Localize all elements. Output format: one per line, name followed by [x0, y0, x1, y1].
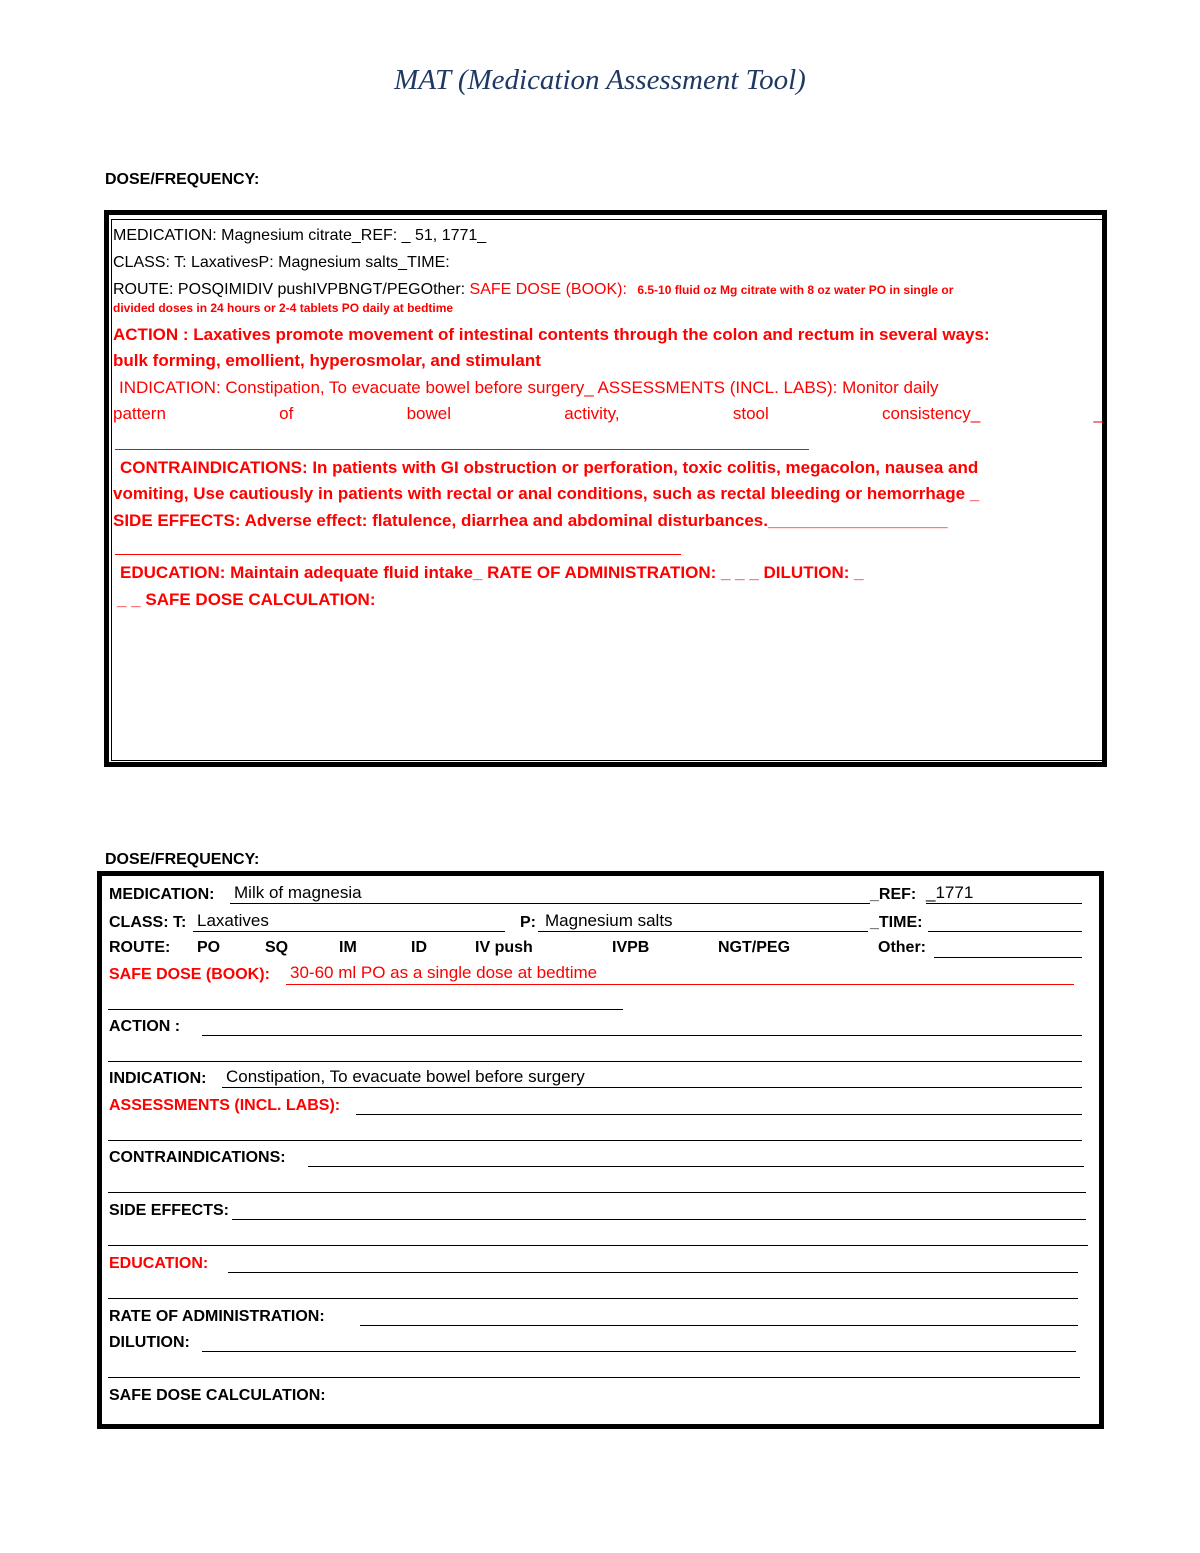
route-ivpb[interactable]: IVPB: [612, 939, 650, 956]
safe-dose-blank: [286, 984, 1074, 985]
side-effects-label-2: SIDE EFFECTS:: [109, 1202, 230, 1219]
ref-label: _REF:: [870, 886, 917, 903]
medication-line: MEDICATION: Magnesium citrate_REF: _ 51, 1771_: [113, 227, 487, 244]
side-effects-blank-2[interactable]: [108, 1245, 1088, 1246]
time-blank[interactable]: [928, 931, 1082, 932]
word: _: [1093, 404, 1103, 423]
word: activity,: [564, 404, 620, 423]
dilution-label: DILUTION:: [109, 1334, 190, 1351]
action-line-1: ACTION : Laxatives promote movement of intestinal contents through the colon and rectum in several ways:: [113, 325, 990, 344]
indication-blank: [222, 1087, 1082, 1088]
contraindications-blank-2[interactable]: [108, 1192, 1086, 1193]
contraindications-line-2: vomiting, Use cautiously in patients with rectal or anal conditions, such as rectal bleeding or hemorrhage _: [113, 484, 980, 503]
safe-dose-value: 6.5-10 fluid oz Mg citrate with 8 oz water PO in single or: [637, 283, 954, 297]
safe-dose-calc-label-2: SAFE DOSE CALCULATION:: [109, 1387, 326, 1404]
blank-rule: [115, 449, 809, 450]
contraindications-blank[interactable]: [308, 1166, 1084, 1167]
ref-blank: [926, 903, 1082, 904]
assessments-label-2: ASSESSMENTS (INCL. LABS):: [109, 1097, 341, 1114]
other-blank[interactable]: [934, 957, 1082, 958]
action-blank[interactable]: [202, 1035, 1082, 1036]
assessments-blank-2[interactable]: [108, 1140, 1082, 1141]
dilution-blank-2[interactable]: [108, 1377, 1080, 1378]
action-label-2: ACTION :: [109, 1018, 181, 1035]
medication-value[interactable]: Milk of magnesia: [234, 883, 362, 902]
ref-value[interactable]: _1771: [926, 883, 974, 902]
medication-blank: [230, 903, 870, 904]
safe-dose-value-2[interactable]: 30-60 ml PO as a single dose at bedtime: [290, 963, 598, 982]
class-value[interactable]: Laxatives: [197, 911, 269, 930]
side-effects-blank[interactable]: [232, 1219, 1086, 1220]
route-id[interactable]: ID: [411, 939, 427, 956]
class-blank: [193, 931, 505, 932]
education-line: EDUCATION: Maintain adequate fluid intake_ RATE OF ADMINISTRATION: _ _ _ DILUTION: _: [120, 563, 864, 582]
action-blank-2[interactable]: [108, 1061, 1082, 1062]
education-blank[interactable]: [228, 1272, 1078, 1273]
safe-dose-value-cont: divided doses in 24 hours or 2-4 tablets PO daily at bedtime: [113, 301, 454, 315]
route-im[interactable]: IM: [339, 939, 357, 956]
class-line: CLASS: T: LaxativesP: Magnesium salts_TIME:: [113, 254, 450, 271]
education-blank-2[interactable]: [108, 1298, 1078, 1299]
education-label-2: EDUCATION:: [109, 1255, 209, 1272]
word: consistency_: [881, 404, 981, 423]
route-ngt-peg[interactable]: NGT/PEG: [718, 939, 791, 956]
route-po[interactable]: PO: [197, 939, 221, 956]
route-label: ROUTE:: [109, 939, 171, 956]
action-line-2: bulk forming, emollient, hyperosmolar, and stimulant: [113, 351, 541, 370]
page-title: MAT (Medication Assessment Tool): [394, 64, 806, 96]
medication-label: MEDICATION:: [109, 886, 215, 903]
route-line: ROUTE: POSQIMIDIV pushIVPBNGT/PEGOther:: [113, 281, 466, 298]
indication-line-1: INDICATION: Constipation, To evacuate bowel before surgery_ ASSESSMENTS (INCL. LABS): Monitor daily: [119, 378, 939, 397]
word: bowel: [406, 404, 451, 423]
side-effects-line: SIDE EFFECTS: Adverse effect: flatulence, diarrhea and abdominal disturbances.___________________: [113, 511, 948, 530]
safe-dose-calc-line: _ _ SAFE DOSE CALCULATION:: [117, 590, 376, 609]
class-label: CLASS: T:: [109, 914, 187, 931]
safe-dose-label: SAFE DOSE (BOOK):: [469, 281, 627, 298]
p-value[interactable]: Magnesium salts: [545, 911, 673, 930]
p-blank: [538, 931, 868, 932]
indication-value-2[interactable]: Constipation, To evacuate bowel before surgery: [226, 1067, 585, 1086]
dose-frequency-label: DOSE/FREQUENCY:: [105, 171, 260, 188]
word: pattern: [113, 404, 166, 423]
word: stool: [732, 404, 769, 423]
safe-dose-label-2: SAFE DOSE (BOOK):: [109, 966, 270, 983]
rate-blank[interactable]: [360, 1325, 1078, 1326]
contraindications-line-1: CONTRAINDICATIONS: In patients with GI obstruction or perforation, toxic colitis, megacolon, nausea and: [120, 458, 979, 477]
indication-label-2: INDICATION:: [109, 1070, 207, 1087]
indication-line-2: [113, 401, 1103, 427]
rate-label: RATE OF ADMINISTRATION:: [109, 1308, 325, 1325]
time-label: _TIME:: [870, 914, 923, 931]
dose-frequency-label-2: DOSE/FREQUENCY:: [105, 851, 260, 868]
safe-dose-blank-2: [108, 1009, 623, 1010]
word: of: [279, 404, 294, 423]
other-label: Other:: [878, 939, 926, 956]
blank-rule: [115, 554, 681, 555]
route-sq[interactable]: SQ: [265, 939, 289, 956]
p-label: P:: [520, 914, 536, 931]
dilution-blank[interactable]: [202, 1351, 1076, 1352]
route-iv-push[interactable]: IV push: [475, 939, 533, 956]
assessments-blank[interactable]: [356, 1114, 1082, 1115]
contraindications-label-2: CONTRAINDICATIONS:: [109, 1149, 286, 1166]
